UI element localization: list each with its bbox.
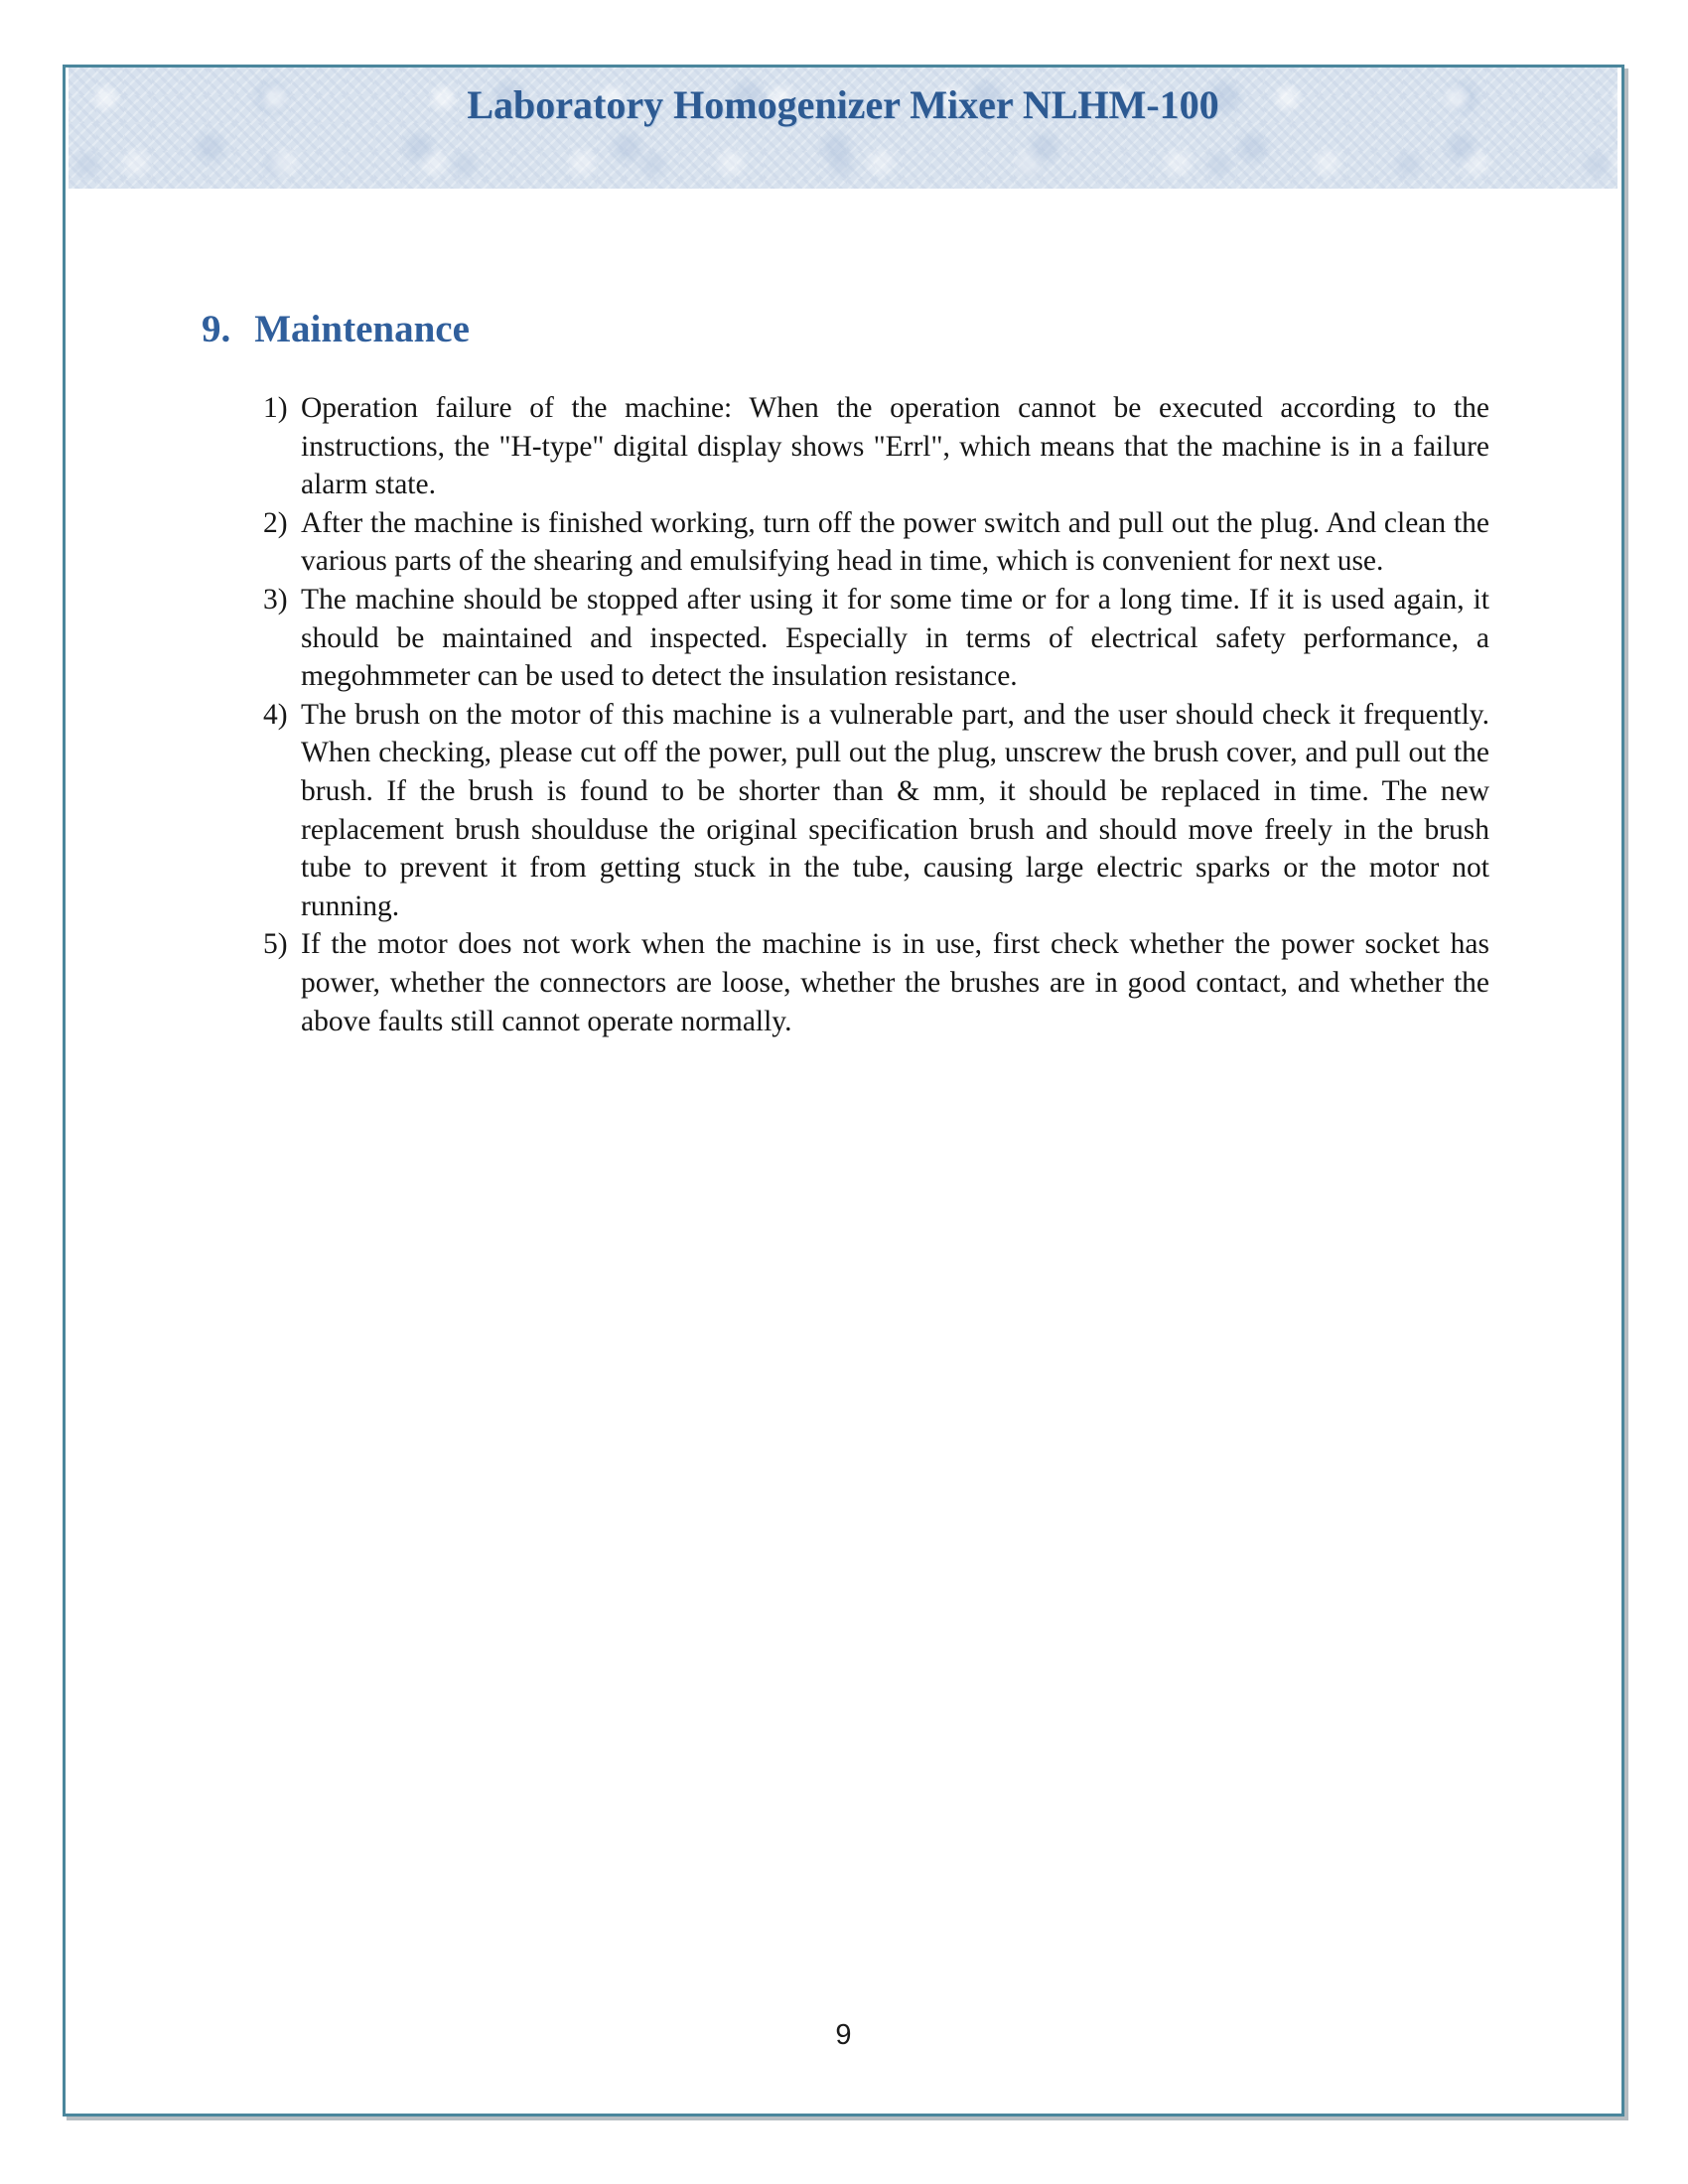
list-item-marker: 5)	[263, 928, 288, 961]
maintenance-list	[263, 389, 1489, 1040]
page-content	[66, 306, 1621, 1040]
section-heading	[202, 306, 1621, 353]
list-item-text: If the motor does not work when the machine is in use, first check whether the power socket has power, whether the connectors are loose, whether the brushes are in good contact, and whether the above faults still cannot operate normally.	[301, 928, 1489, 1037]
list-item	[263, 581, 1489, 696]
list-item-marker: 3)	[263, 583, 288, 615]
document-title: Laboratory Homogenizer Mixer NLHM-100	[467, 82, 1219, 127]
list-item-text: The machine should be stopped after using it for some time or for a long time. If it is used again, it should be maintained and inspected. Especially in terms of electrical safety performance, a megohmmeter can be used to detect the insulation resistance.	[301, 583, 1489, 693]
list-item-marker: 2)	[263, 506, 288, 539]
page-frame	[63, 65, 1624, 2116]
section-number: 9.	[202, 308, 231, 350]
section-title: Maintenance	[254, 308, 470, 350]
list-item	[263, 504, 1489, 581]
page-number: 9	[835, 2019, 852, 2051]
page-footer	[66, 2019, 1621, 2052]
list-item	[263, 696, 1489, 926]
list-item-marker: 1)	[263, 392, 288, 424]
header-banner	[69, 68, 1618, 189]
list-item	[263, 389, 1489, 504]
list-item-text: The brush on the motor of this machine is a vulnerable part, and the user should check it frequently. When checking, please cut off the power, pull out the plug, unscrew the brush cover, and pull out the brush. If the brush is found to be shorter than & mm, it should be replaced in time. The new replacement brush shoulduse the original specification brush and should move freely in the brush tube to prevent it from getting stuck in the tube, causing large electric sparks or the motor not running.	[301, 698, 1489, 922]
list-item	[263, 925, 1489, 1040]
list-item-marker: 4)	[263, 698, 288, 731]
list-item-text: After the machine is finished working, turn off the power switch and pull out the plug. And clean the various parts of the shearing and emulsifying head in time, which is convenient for next use.	[301, 506, 1489, 578]
list-item-text: Operation failure of the machine: When the operation cannot be executed according to the instructions, the "H-type" digital display shows "Errl", which means that the machine is in a failure alarm state.	[301, 392, 1489, 501]
